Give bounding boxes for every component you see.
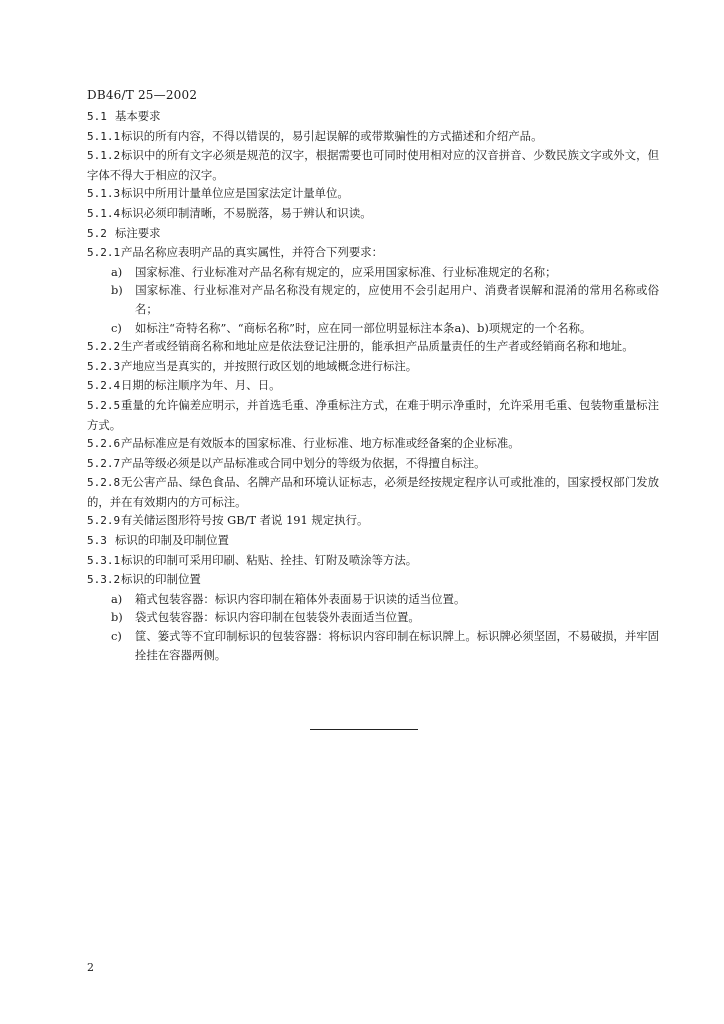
clause-text: 产品等级必须是以产品标准或合同中划分的等级为依据，不得擅自标注。 [121,455,486,470]
clause-text: 标识的印制及印制位置 [115,533,229,548]
document-body [87,107,659,664]
clause-number: 5.2.6 [87,437,121,451]
clause-text: 标识的印制位置 [121,572,201,587]
clause-text: 有关储运图形符号按 GB/T 者说 191 规定执行。 [121,513,369,528]
clause-text: 标识中所用计量单位应是国家法定计量单位。 [121,186,349,201]
list-item [87,608,659,627]
section-heading [87,224,659,244]
clause-number: 5.1.2 [87,149,121,163]
page-number: 2 [87,961,94,974]
clause-number: 5.3.2 [87,573,121,587]
list-item-marker: c) [111,629,122,644]
list-item [87,263,659,282]
clause-number: 5.1.3 [87,187,121,201]
clause-number: 5.2.7 [87,456,121,470]
list-item-marker: b) [111,610,123,625]
clause [87,434,659,454]
clause-number: 5.2.8 [87,476,121,490]
list-item [87,281,659,318]
clause-text: 产品标准应是有效版本的国家标准、行业标准、地方标准或经备案的企业标准。 [121,436,520,451]
clause-text: 标识的所有内容，不得以错误的，易引起误解的或带欺骗性的方式描述和介绍产品。 [121,128,543,143]
clause-number: 5.1 [87,110,107,123]
list-item-marker: a) [111,591,123,606]
clause [87,337,659,357]
clause-number: 5.2.2 [87,340,121,354]
clause [87,184,659,204]
clause-number: 5.1.4 [87,206,121,220]
section-heading [87,107,659,127]
clause [87,376,659,396]
clause-number: 5.3.1 [87,553,121,567]
clause-text: 标识中的所有文字必须是规范的汉字，根据需要也可同时使用相对应的汉音拼音、少数民族文字或外文，但字体不得大于相应的汉字。 [87,148,659,182]
clause-number: 5.2.4 [87,379,121,393]
clause-text: 标识的印制可采用印刷、粘贴、拴挂、钉附及喷涂等方法。 [121,552,418,567]
clause-text: 生产者或经销商名称和地址应是依法登记注册的，能承担产品质量责任的生产者或经销商名称和地址。 [121,339,634,354]
clause-number: 5.2 [87,226,107,240]
list-item-text: 筐、篓式等不宜印制标识的包装容器：将标识内容印制在标识牌上。标识牌必须坚固，不易破损，并牢固拴挂在容器两侧。 [135,629,659,662]
clause [87,551,659,571]
list-item-marker: b) [111,283,123,298]
list-item-marker: a) [111,264,123,279]
list-item-text: 箱式包装容器：标识内容印制在箱体外表面易于识读的适当位置。 [135,591,466,606]
clause-text: 重量的允许偏差应明示，并首选毛重、净重标注方式，在难于明示净重时，允许采用毛重、包装物重量标注方式。 [87,397,659,432]
list-item [87,319,659,338]
clause-text: 基本要求 [115,109,161,123]
clause-number: 5.1.1 [87,129,121,143]
clause-text: 产品名称应表明产品的真实属性，并符合下列要求： [121,245,383,260]
list-item [87,590,659,609]
clause [87,243,659,263]
clause [87,146,659,184]
list-item [87,627,659,664]
clause [87,570,659,590]
clause-number: 5.3 [87,534,107,548]
list-item-text: 国家标准、行业标准对产品名称没有规定的，应使用不会引起用户、消费者误解和混淆的常用名称或俗名； [135,283,659,316]
clause [87,473,659,511]
clause [87,357,659,377]
end-rule [310,729,418,730]
clause-text: 产地应当是真实的，并按照行政区划的地域概念进行标注。 [121,358,418,373]
clause-number: 5.2.1 [87,246,121,260]
clause-number: 5.2.3 [87,359,121,373]
clause [87,204,659,224]
document-code-header: DB46/T 25—2002 [87,88,198,102]
clause-text: 标注要求 [115,225,161,240]
clause [87,396,659,434]
list-item-text: 国家标准、行业标准对产品名称有规定的，应采用国家标准、行业标准规定的名称； [135,264,557,279]
clause [87,127,659,147]
clause-text: 无公害产品、绿色食品、名牌产品和环境认证标志，必须是经按规定程序认可或批准的，国家授权部门发放的，并在有效期内的方可标注。 [87,475,659,509]
clause [87,454,659,474]
list-item-text: 如标注“奇特名称”、“商标名称”时，应在同一部位明显标注本条a)、b)项规定的一个名称。 [135,320,592,335]
section-heading [87,531,659,551]
clause-text: 标识必须印制清晰，不易脱落，易于辨认和识读。 [121,205,372,220]
clause-number: 5.2.9 [87,514,121,528]
clause [87,511,659,531]
clause-number: 5.2.5 [87,398,121,412]
list-item-marker: c) [111,320,122,335]
clause-text: 日期的标注顺序为年、月、日。 [121,378,281,393]
list-item-text: 袋式包装容器：标识内容印制在包装袋外表面适当位置。 [135,610,420,625]
